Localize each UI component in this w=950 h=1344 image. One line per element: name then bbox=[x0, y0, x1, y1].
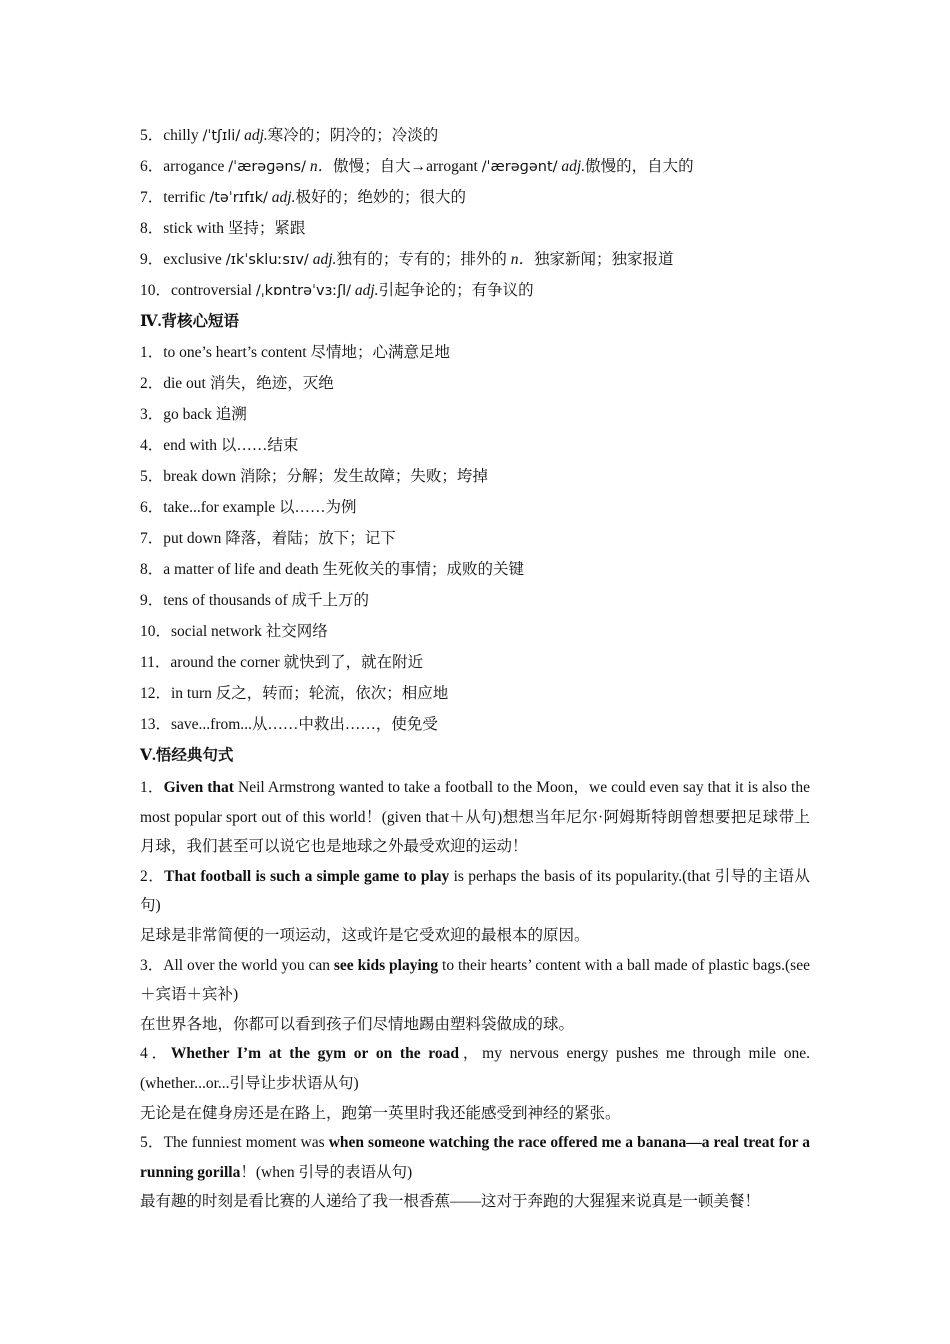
sentence-highlight: see kids playing bbox=[333, 956, 439, 974]
vocab-item-8 bbox=[140, 215, 810, 246]
vocab-phonetic: /ˌkɒntrəˈvɜːʃl/ bbox=[255, 283, 351, 299]
vocab-phonetic: /təˈrɪfɪk/ bbox=[209, 190, 268, 206]
vocab-pos: adj. bbox=[351, 282, 379, 299]
page-content bbox=[140, 122, 810, 1217]
sentence-5-translation: 最有趣的时刻是看比赛的人递给了我一根香蕉——这对于奔跑的大猩猩来说真是一顿美餐！ bbox=[140, 1193, 761, 1211]
sentence-text-pre: All over the world you can bbox=[163, 956, 334, 974]
vocab-item-10 bbox=[140, 277, 810, 308]
sentence-text: to their hearts’ content with a ball made of plastic bags.(see＋宾语＋宾补) bbox=[140, 956, 810, 1004]
sentence-3-translation: 在世界各地，你都可以看到孩子们尽情地踢由塑料袋做成的球。 bbox=[140, 1015, 575, 1033]
vocab-pos-derived: adj. bbox=[557, 158, 586, 175]
sentence-1 bbox=[140, 773, 810, 862]
vocab-pos: n． bbox=[305, 158, 334, 175]
phrase-item: 3．go back 追溯 bbox=[140, 406, 247, 423]
vocab-word: arrogance bbox=[163, 158, 229, 175]
vocab-item-9 bbox=[140, 246, 810, 277]
sentence-highlight: Given that bbox=[163, 779, 234, 796]
item-number: 3． bbox=[140, 956, 164, 974]
item-number: 10． bbox=[140, 282, 172, 299]
sentence-2 bbox=[140, 862, 810, 921]
phrase-item: 9．tens of thousands of 成千上万的 bbox=[140, 592, 370, 609]
vocab-meaning-derived: 傲慢的，自大的 bbox=[585, 158, 694, 175]
vocab-word: controversial bbox=[171, 282, 256, 299]
vocab-phonetic: /ˈtʃɪli/ bbox=[202, 128, 241, 144]
vocab-meaning: 极好的；绝妙的；很大的 bbox=[295, 189, 466, 206]
vocab-word: stick with bbox=[163, 220, 228, 237]
sentence-2-translation: 足球是非常简便的一项运动，这或许是它受欢迎的最根本的原因。 bbox=[140, 926, 590, 944]
vocab-phonetic: /ˈærəɡəns/ bbox=[228, 159, 306, 175]
phrase-item: 11．around the corner 就快到了，就在附近 bbox=[140, 654, 424, 671]
vocab-meaning-noun: 独家新闻；独家报道 bbox=[534, 251, 674, 268]
section-heading-phrases: Ⅳ.背核心短语 bbox=[140, 313, 239, 330]
vocab-phonetic-derived: /ˈærəɡənt/ bbox=[481, 159, 558, 175]
sentence-highlight: That football is such a simple game to play bbox=[164, 867, 450, 885]
phrase-item: 7．put down 降落，着陆；放下；记下 bbox=[140, 530, 396, 547]
item-number: 6． bbox=[140, 158, 164, 175]
phrase-item: 13．save...from...从……中救出……，使免受 bbox=[140, 716, 438, 733]
vocab-word: terrific bbox=[163, 189, 210, 206]
sentence-4 bbox=[140, 1039, 810, 1098]
sentence-3 bbox=[140, 951, 810, 1010]
vocab-word: chilly bbox=[163, 127, 203, 144]
phrase-item: 6．take...for example 以……为例 bbox=[140, 499, 357, 516]
vocab-item-6 bbox=[140, 153, 810, 184]
item-number: 5． bbox=[140, 1134, 164, 1152]
item-number: 7． bbox=[140, 189, 164, 206]
sentence-text: ！(when 引导的表语从句) bbox=[240, 1163, 413, 1181]
sentence-text: is perhaps the basis of its popularity.(that 引导的主语从句) bbox=[140, 867, 810, 915]
vocab-pos: adj. bbox=[267, 189, 296, 206]
item-number: 1． bbox=[140, 779, 164, 796]
sentence-4-translation: 无论是在健身房还是在路上，跑第一英里时我还能感受到神经的紧张。 bbox=[140, 1104, 621, 1122]
sentence-highlight: when someone watching the race offered me a banana—a real treat for a running gorilla bbox=[140, 1134, 810, 1181]
item-number: 9． bbox=[140, 251, 164, 268]
item-number: 8． bbox=[140, 220, 164, 237]
vocab-item-5 bbox=[140, 122, 810, 153]
phrase-item: 2．die out 消失，绝迹，灭绝 bbox=[140, 375, 334, 392]
vocab-phonetic: /ɪkˈskluːsɪv/ bbox=[225, 252, 309, 268]
vocab-meaning: 坚持；紧跟 bbox=[227, 220, 306, 237]
section-heading-sentences: Ⅴ.悟经典句式 bbox=[140, 747, 234, 764]
phrase-item: 8．a matter of life and death 生死攸关的事情；成败的关键 bbox=[140, 561, 524, 578]
item-number: 2． bbox=[140, 867, 165, 885]
sentence-5 bbox=[140, 1128, 810, 1187]
sentence-highlight: Whether I’m at the gym or on the road bbox=[170, 1045, 459, 1063]
sentence-text: Neil Armstrong wanted to take a football to the Moon，we could even say that it is also the most popular sport out of this world！(given that＋从句)想想当年尼尔·阿姆斯特朗曾想要把足球带上月球，我们甚至可以说它也是地球之外最受欢迎的运动！ bbox=[140, 779, 810, 856]
phrase-item: 10．social network 社交网络 bbox=[140, 623, 328, 640]
item-number: 4． bbox=[140, 1045, 171, 1063]
vocab-meaning: 引起争论的；有争议的 bbox=[378, 282, 534, 299]
sentence-text: ，my nervous energy pushes me through mile one.(whether...or...引导让步状语从句) bbox=[140, 1045, 810, 1092]
vocab-word: exclusive bbox=[163, 251, 226, 268]
vocab-meaning: 寒冷的；阴冷的；冷淡的 bbox=[267, 127, 439, 144]
phrase-item: 1．to one’s heart’s content 尽情地；心满意足地 bbox=[140, 344, 450, 361]
vocab-pos: adj. bbox=[240, 127, 268, 144]
vocab-pos: adj. bbox=[308, 251, 337, 268]
vocab-pos-noun: n． bbox=[510, 251, 535, 268]
item-number: 5． bbox=[140, 127, 164, 144]
vocab-meaning: 独有的；专有的；排外的 bbox=[336, 251, 511, 268]
vocab-meaning: 傲慢；自大→arrogant bbox=[333, 158, 482, 175]
phrase-item: 12．in turn 反之，转而；轮流，依次；相应地 bbox=[140, 685, 449, 702]
phrase-item: 5．break down 消除；分解；发生故障；失败；垮掉 bbox=[140, 468, 488, 485]
sentence-text-pre: The funniest moment was bbox=[163, 1134, 329, 1152]
vocab-item-7 bbox=[140, 184, 810, 215]
phrase-item: 4．end with 以……结束 bbox=[140, 437, 299, 454]
